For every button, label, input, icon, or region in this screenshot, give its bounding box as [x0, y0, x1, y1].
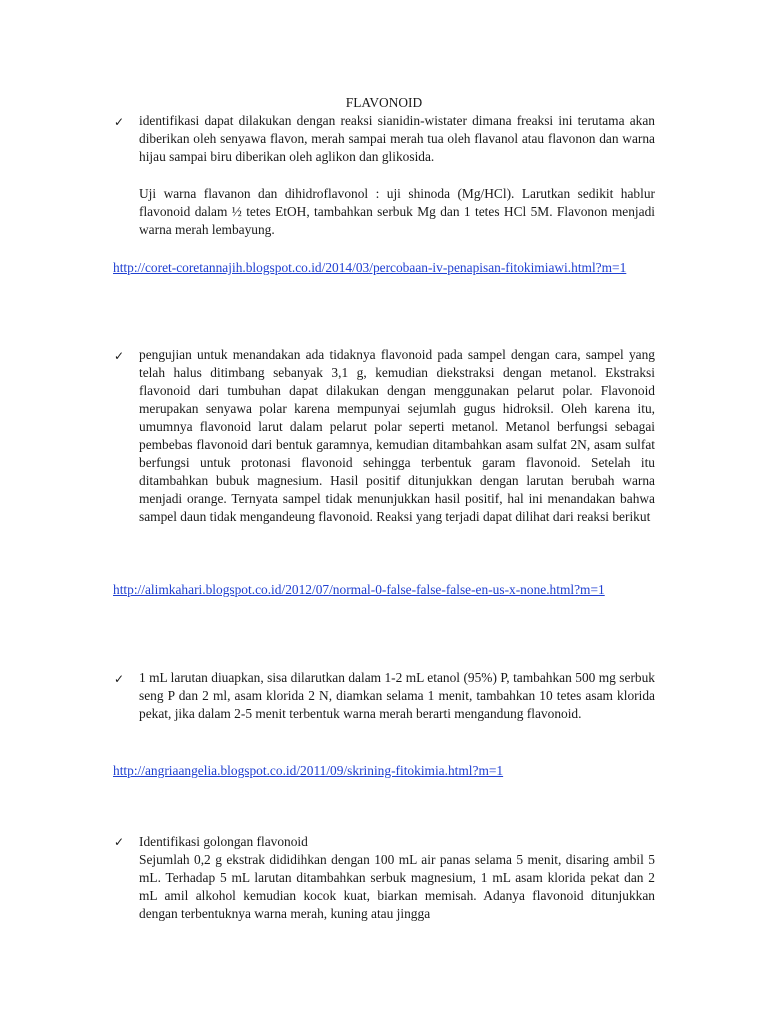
- section-1-paragraph-2: Uji warna flavanon dan dihidroflavonol : uji shinoda (Mg/HCl). Larutkan sedikit hablur flavonoid dalam ½ tetes EtOH, tambahkan serbuk Mg dan 1 tetes HCl 5M. Flavonon menjadi warna merah lembayung.: [139, 186, 655, 237]
- reference-link-1[interactable]: http://coret-coretannajih.blogspot.co.id/2014/03/percobaan-iv-penapisan-fitokimiawi.html?m=1: [113, 260, 627, 275]
- page-title: FLAVONOID: [345, 95, 423, 110]
- section-2-paragraph-1: pengujian untuk menandakan ada tidaknya flavonoid pada sampel dengan cara, sampel yang telah halus ditimbang sebanyak 3,1 g, kemudian diekstraksi dengan metanol. Ekstraksi flavonoid dari tumbuhan dapat dilakukan dengan menggunakan pelarut polar. Flavonoid merupakan senyawa polar karena mempunyai sejumlah gugus hidroksil. Oleh karena itu, umumnya flavonoid larut dalam pelarut polar seperti metanol. Metanol berfungsi sebagai pembebas flavonoid dari bentuk garamnya, kemudian ditambahkan asam sulfat 2N, asam sulfat berfungsi untuk protonasi flavonoid sehingga terbentuk garam flavonoid. Setelah itu ditambahkan bubuk magnesium. Hasil positif ditunjukkan dengan larutan berubah warna menjadi orange. Ternyata sampel tidak menunjukkan hasil positif, hal ini menandakan bahwa sampel daun tidak mengandeung flavonoid. Reaksi yang terjadi dapat dilihat dari reaksi berikut: [139, 347, 655, 524]
- section-1: [139, 112, 655, 166]
- section-3-paragraph-1: 1 mL larutan diuapkan, sisa dilarutkan dalam 1-2 mL etanol (95%) P, tambahkan 500 mg serbuk seng P dan 2 ml, asam klorida 2 N, diamkan selama 1 menit, tambahkan 10 tetes asam klorida pekat, jika dalam 2-5 menit terbentuk warna merah berarti mengandung flavonoid.: [139, 670, 655, 721]
- reference-link-2[interactable]: http://alimkahari.blogspot.co.id/2012/07/normal-0-false-false-false-en-us-x-none.html?m=1: [113, 582, 605, 597]
- checkmark-bullet-icon: ✓: [114, 672, 125, 686]
- section-4-heading: Identifikasi golongan flavonoid: [139, 834, 308, 849]
- section-4-paragraph-1: Sejumlah 0,2 g ekstrak dididihkan dengan 100 mL air panas selama 5 menit, disaring ambil 5 mL. Terhadap 5 mL larutan ditambahkan serbuk magnesium, 1 mL asam klorida pekat dan 2 mL amil alkohol kemudian kocok kuat, biarkan memisah. Adanya flavonoid ditunjukkan dengan terbentuknya warna merah, kuning atau jingga: [139, 852, 655, 921]
- checkmark-bullet-icon: ✓: [114, 835, 125, 849]
- checkmark-bullet-icon: ✓: [114, 349, 125, 363]
- section-1-sub: [139, 185, 655, 239]
- checkmark-bullet-icon: ✓: [114, 115, 125, 129]
- section-3: [139, 669, 655, 723]
- section-1-paragraph-1: identifikasi dapat dilakukan dengan reaksi sianidin-wistater dimana freaksi ini terutama akan diberikan oleh senyawa flavon, merah sampai merah tua oleh flavanol atau flavonon dan warna hijau sampai biru diberikan oleh aglikon dan glikosida.: [139, 113, 655, 164]
- section-4: [139, 833, 655, 923]
- section-2: [139, 346, 655, 526]
- reference-link-3[interactable]: http://angriaangelia.blogspot.co.id/2011/09/skrining-fitokimia.html?m=1: [113, 763, 504, 778]
